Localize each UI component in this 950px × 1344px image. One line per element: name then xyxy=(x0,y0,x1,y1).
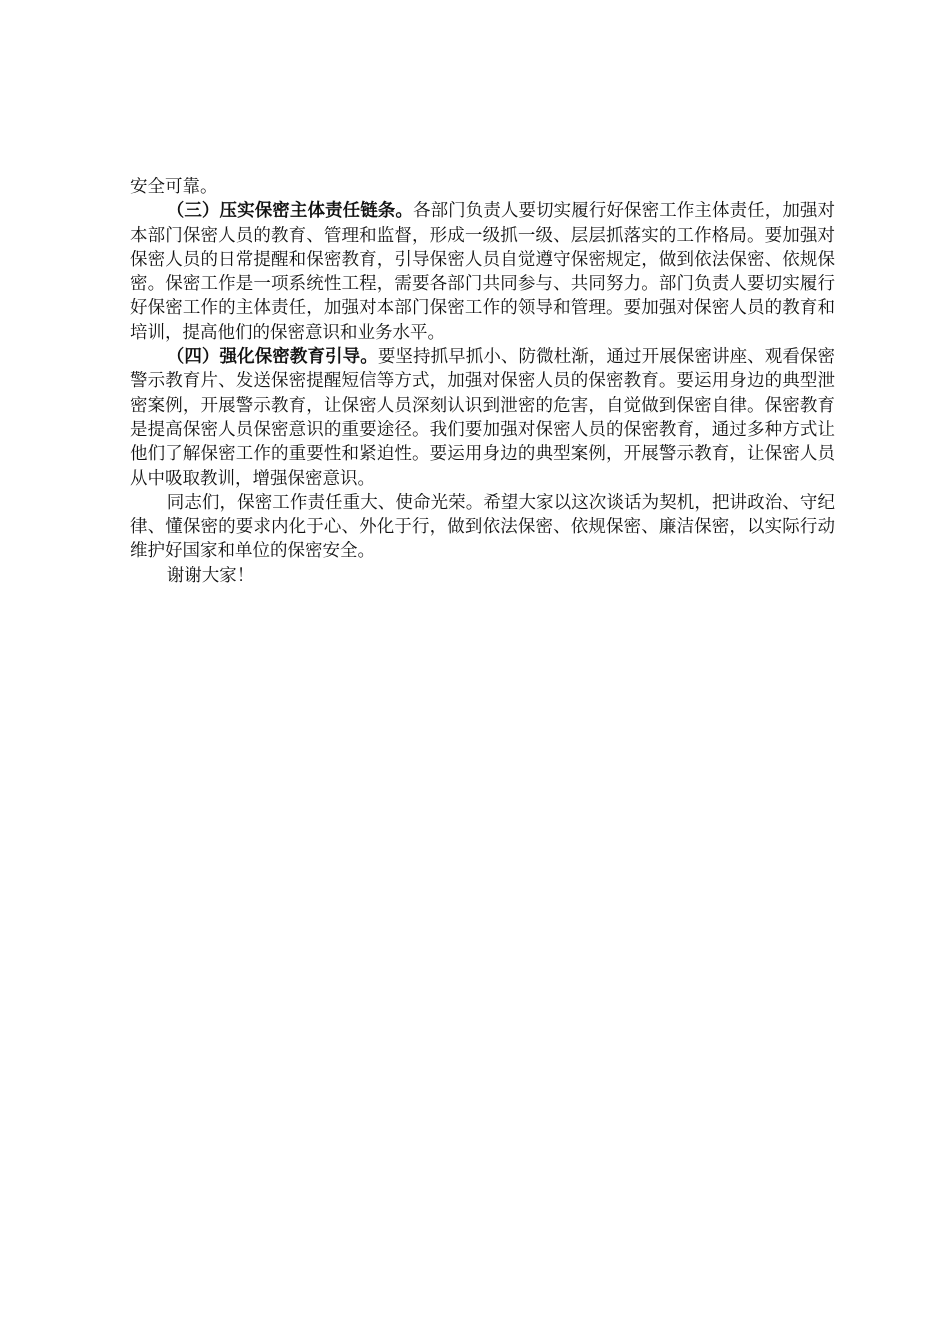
paragraph-text: 各部门负责人要切实履行好保密工作主体责任，加强对本部门保密人员的教育、管理和监督，形成一级抓一级、层层抓落实的工作格局。要加强对保密人员的日常提醒和保密教育，引导保密人员自觉遵守保密规定，做到依法保密、依规保密。保密工作是一项系统性工程，需要各部门共同参与、共同努力。部门负责人要切实履行好保密工作的主体责任，加强对本部门保密工作的领导和管理。要加强对保密人员的教育和培训，提高他们的保密意识和业务水平。 xyxy=(130,201,836,343)
document-body xyxy=(130,175,835,588)
paragraph-text: 同志们，保密工作责任重大、使命光荣。希望大家以这次谈话为契机，把讲政治、守纪律、懂保密的要求内化于心、外化于行，做到依法保密、依规保密、廉洁保密，以实际行动维护好国家和单位的保密安全。 xyxy=(130,492,835,562)
section-heading: （三）压实保密主体责任链条。 xyxy=(166,201,413,222)
paragraph-section-three xyxy=(130,199,835,345)
paragraph-section-four xyxy=(130,345,835,491)
section-heading: （四）强化保密教育引导。 xyxy=(166,347,378,368)
paragraph-text: 安全可靠。 xyxy=(130,177,218,197)
paragraph-closing xyxy=(130,491,835,564)
paragraph-text: 谢谢大家！ xyxy=(166,565,255,586)
paragraph-thanks xyxy=(130,564,835,588)
paragraph-continuation xyxy=(130,175,835,199)
paragraph-text: 要坚持抓早抓小、防微杜渐，通过开展保密讲座、观看保密警示教育片、发送保密提醒短信等方式，加强对保密人员的保密教育。要运用身边的典型泄密案例，开展警示教育，让保密人员深刻认识到泄密的危害，自觉做到保密自律。保密教育是提高保密人员保密意识的重要途径。我们要加强对保密人员的保密教育，通过多种方式让他们了解保密工作的重要性和紧迫性。要运用身边的典型案例，开展警示教育，让保密人员从中吸取教训，增强保密意识。 xyxy=(130,347,836,489)
